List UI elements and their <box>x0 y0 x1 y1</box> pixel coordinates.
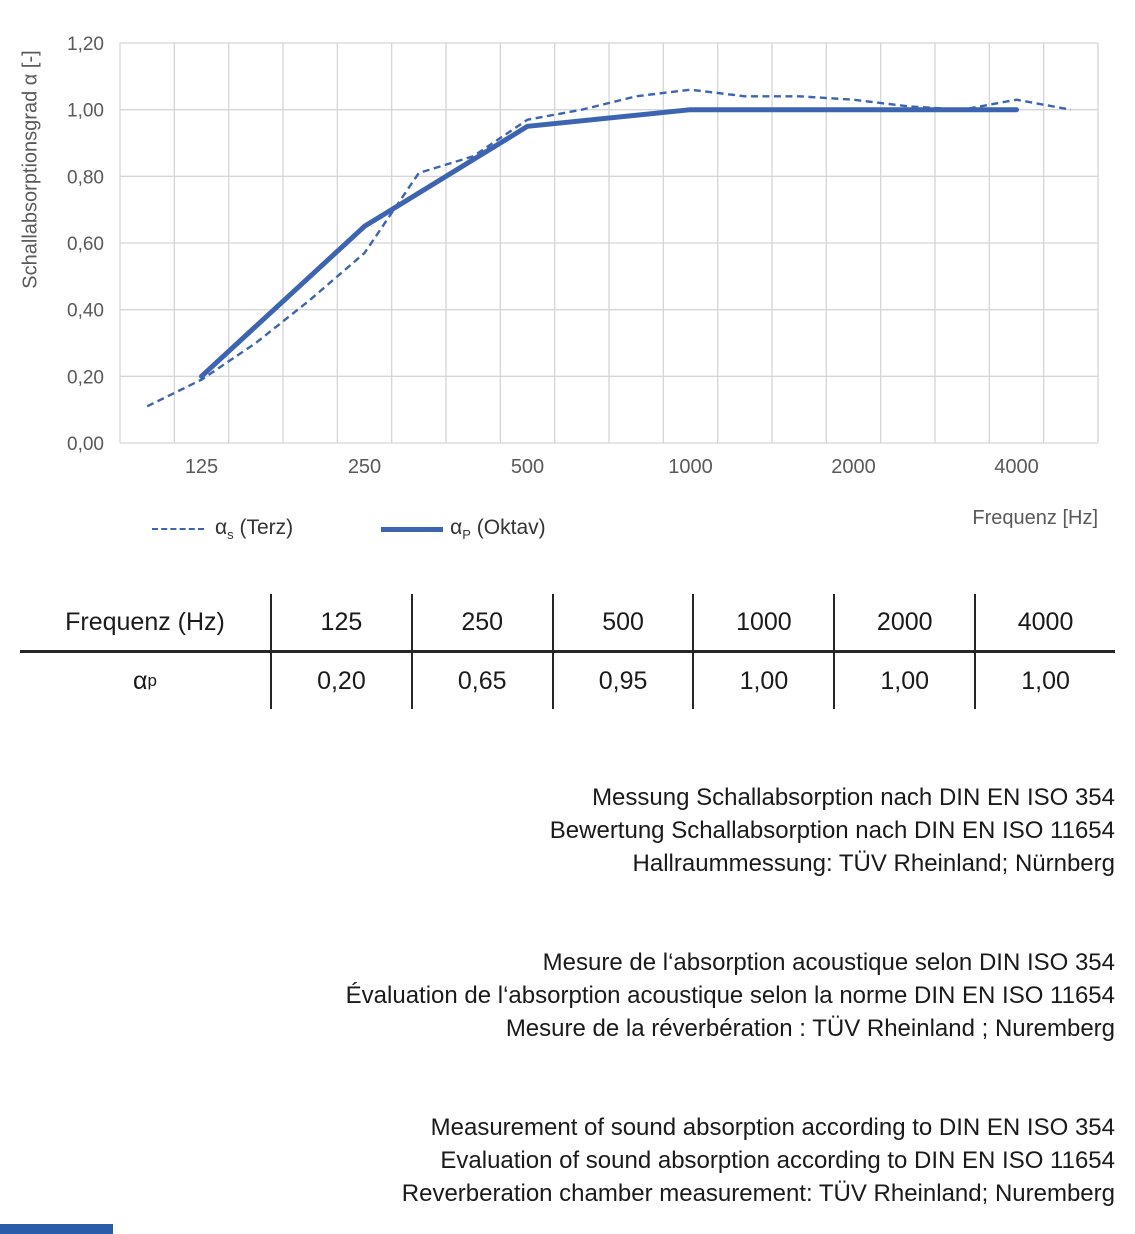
table-header-2000: 2000 <box>833 594 974 653</box>
table-value-500: 0,95 <box>552 653 693 709</box>
note-french-line3: Mesure de la réverbération : TÜV Rheinland ; Nuremberg <box>505 1015 1115 1042</box>
absorption-chart <box>0 0 1135 558</box>
note-french-line1: Mesure de l‘absorption acoustique selon DIN ISO 354 <box>542 949 1115 976</box>
table-header-125: 125 <box>270 594 411 653</box>
table-header-250: 250 <box>411 594 552 653</box>
legend-label-terz: $\alpha_s$ (Terz) <box>215 516 294 543</box>
x-axis-tick-labels <box>185 456 1039 478</box>
note-french <box>20 946 1115 1045</box>
footer-accent-bar <box>0 1224 113 1234</box>
svg-text:2000: 2000 <box>831 456 876 478</box>
terz-line-sample-icon <box>152 528 204 530</box>
y-axis-title: Schallabsorptionsgrad α [-] <box>19 50 42 289</box>
chart-legend <box>152 516 546 542</box>
svg-text:4000: 4000 <box>994 456 1039 478</box>
table-value-4000: 1,00 <box>974 653 1115 709</box>
note-german <box>20 781 1115 880</box>
svg-text:500: 500 <box>510 456 545 478</box>
table-value-1000: 1,00 <box>692 653 833 709</box>
table-value-250: 0,65 <box>411 653 552 709</box>
alpha-p-table <box>20 594 1115 709</box>
svg-text:250: 250 <box>347 456 382 478</box>
svg-text:125: 125 <box>184 456 219 478</box>
table-header-frequency: Frequenz (Hz) <box>20 594 270 653</box>
y-axis-tick-labels <box>67 34 104 455</box>
table-header-500: 500 <box>552 594 693 653</box>
legend-label-oktav: $\alpha_P$ (Oktav) <box>450 516 546 543</box>
table-header-1000: 1000 <box>692 594 833 653</box>
svg-text:1,20: 1,20 <box>67 34 104 55</box>
note-german-line1: Messung Schallabsorption nach DIN EN ISO 354 <box>592 784 1115 811</box>
measurement-notes <box>20 781 1115 1210</box>
table-value-125: 0,20 <box>270 653 411 709</box>
table-header-4000: 4000 <box>974 594 1115 653</box>
svg-text:0,00: 0,00 <box>67 434 104 455</box>
oktav-line-sample-icon <box>381 527 443 532</box>
note-french-line2: Évaluation de l‘absorption acoustique selon la norme DIN EN ISO 11654 <box>345 982 1115 1009</box>
svg-text:1000: 1000 <box>668 456 713 478</box>
x-axis-title: Frequenz [Hz] <box>972 507 1098 529</box>
table-value-2000: 1,00 <box>833 653 974 709</box>
svg-text:1,00: 1,00 <box>67 100 104 122</box>
svg-text:0,60: 0,60 <box>67 234 104 255</box>
note-german-line3: Hallraummessung: TÜV Rheinland; Nürnberg <box>632 850 1115 877</box>
note-english <box>20 1111 1115 1210</box>
table-row-label-alpha-p: α p <box>133 666 157 695</box>
note-english-line3: Reverberation chamber measurement: TÜV Rheinland; Nuremberg <box>401 1180 1115 1207</box>
svg-text:0,80: 0,80 <box>67 167 104 189</box>
note-german-line2: Bewertung Schallabsorption nach DIN EN ISO 11654 <box>549 817 1115 844</box>
chart-svg <box>0 0 1135 558</box>
svg-text:0,40: 0,40 <box>67 300 104 322</box>
note-english-line2: Evaluation of sound absorption according to DIN EN ISO 11654 <box>440 1147 1115 1174</box>
svg-text:0,20: 0,20 <box>67 367 104 389</box>
note-english-line1: Measurement of sound absorption according to DIN EN ISO 354 <box>430 1114 1115 1141</box>
